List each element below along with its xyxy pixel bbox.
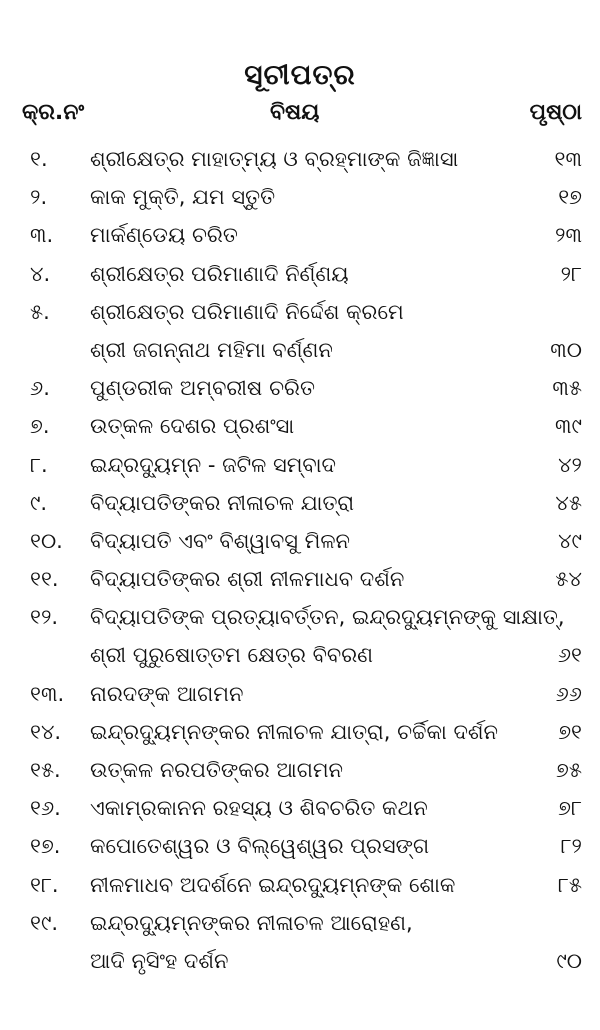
toc-entry-line	[22, 713, 582, 751]
entry-page-number: ୬୧	[557, 643, 582, 668]
toc-entry	[22, 293, 582, 369]
entry-page-number: ୭୫	[556, 758, 582, 782]
entry-title: ଶ୍ରୀ ପୁରୁଷୋତ୍ତମ କ୍ଷେତ୍ର ବିବରଣ	[90, 643, 374, 668]
entry-number: ୩.	[30, 223, 54, 248]
toc-entry-line	[22, 942, 582, 980]
header-page: ପୃଷ୍ଠା	[529, 100, 582, 125]
entry-title: ଏକାମ୍ରକାନନ ରହସ୍ୟ ଓ ଶିବଚରିତ କଥନ	[90, 796, 428, 821]
entry-title: ଶ୍ରୀ ଜଗନ୍ନାଥ ମହିମା ବର୍ଣ୍ଣନ	[90, 337, 333, 362]
toc-entry	[22, 178, 582, 216]
entry-title: ନାରଦଙ୍କ ଆଗମନ	[90, 681, 244, 706]
entry-page-number: ୧୭	[558, 185, 582, 210]
header-number: କ୍ର.ନଂ	[22, 100, 85, 125]
entry-number: ୧୨.	[30, 605, 59, 630]
toc-entry-line	[22, 216, 582, 254]
entry-title: କପୋତେଶ୍ୱର ଓ ବିଲ୍ୱେଶ୍ୱର ପ୍ରସଙ୍ଗ	[90, 834, 430, 859]
toc-entry	[22, 866, 582, 904]
toc-entry	[22, 904, 582, 980]
toc-entry	[22, 789, 582, 827]
entry-number: ୪.	[30, 261, 51, 286]
toc-entry-line	[22, 560, 582, 598]
entry-title: ଉତ୍କଳ ଦେଶର ପ୍ରଶଂସା	[90, 414, 295, 439]
toc-entry-line	[22, 484, 582, 522]
toc-entry-line	[22, 675, 582, 713]
toc-entry-line	[22, 407, 582, 445]
entry-page-number: ୪୨	[558, 452, 582, 477]
toc-entry	[22, 140, 582, 178]
entry-number: ୧୩.	[30, 681, 65, 706]
entry-number: ୨.	[30, 185, 48, 210]
entry-title: ଇନ୍ଦ୍ରଦ୍ୟୁମ୍ନଙ୍କର ନୀଳାଚଳ ଯାତ୍ରା, ଚର୍ଚ୍ଚିକା ଦର୍ଶନ	[90, 719, 498, 744]
entry-title: ମାର୍କଣ୍ଡେୟ ଚରିତ	[90, 223, 238, 248]
entry-title: ବିଦ୍ୟାପତିଙ୍କର ଶ୍ରୀ ନୀଳମାଧବ ଦର୍ଶନ	[90, 567, 405, 592]
toc-entry	[22, 407, 582, 445]
entry-title: ଆଦି ନୃସିଂହ ଦର୍ଶନ	[90, 948, 229, 973]
entry-page-number: ୩୫	[552, 376, 582, 401]
entry-page-number: ୮୨	[560, 834, 582, 859]
toc-entry-line	[22, 751, 582, 789]
entry-title: ଶ୍ରୀକ୍ଷେତ୍ର ପରିମାଣାଦି ନିର୍ଣ୍ଣୟ	[90, 261, 349, 286]
toc-entry-line	[22, 178, 582, 216]
entry-number: ୧.	[30, 147, 48, 171]
entry-page-number: ୪୫	[555, 490, 582, 515]
entry-number: ୭.	[30, 414, 50, 439]
entry-page-number: ୩୯	[555, 414, 582, 439]
toc-entry	[22, 369, 582, 407]
entry-page-number: ୨୮	[560, 261, 582, 286]
toc-entry	[22, 255, 582, 293]
entry-page-number: ୧୩	[554, 147, 582, 171]
toc-entry	[22, 751, 582, 789]
entry-page-number: ୪୯	[558, 528, 582, 553]
entry-title: ନୀଳମାଧବ ଅଦର୍ଶନେ ଇନ୍ଦ୍ରଦ୍ୟୁମ୍ନଙ୍କ ଶୋକ	[90, 872, 456, 897]
toc-entry-line	[22, 866, 582, 904]
entry-number: ୧୦.	[30, 528, 63, 553]
entry-number: ୮.	[30, 452, 48, 477]
toc-entry	[22, 484, 582, 522]
entry-title: ଇନ୍ଦ୍ରଦ୍ୟୁମ୍ନ - ଜଟିଳ ସମ୍ବାଦ	[90, 452, 336, 477]
page-title: ସୂଚୀପତ୍ର	[244, 58, 356, 91]
entry-page-number: ୭୧	[558, 719, 582, 744]
entry-number: ୬.	[30, 376, 50, 401]
entry-number: ୧୫.	[30, 758, 61, 782]
entry-page-number: ୮୫	[557, 872, 582, 897]
toc-entry	[22, 216, 582, 254]
toc-entry-line	[22, 140, 582, 178]
entry-title: ଇନ୍ଦ୍ରଦ୍ୟୁମ୍ନଙ୍କର ନୀଳାଚଳ ଆରୋହଣ,	[90, 910, 413, 935]
toc-entry-line	[22, 446, 582, 484]
toc-header	[22, 100, 582, 134]
entry-title: ଶ୍ରୀକ୍ଷେତ୍ର ମାହାତ୍ମ୍ୟ ଓ ବ୍ରହ୍ମାଙ୍କ ଜିଜ୍ଞାସା	[90, 147, 459, 171]
entry-page-number: ୫୪	[555, 567, 582, 592]
toc-entry-line	[22, 293, 582, 331]
entry-title: ବିଦ୍ୟାପତିଙ୍କର ନୀଳାଚଳ ଯାତ୍ରା	[90, 490, 355, 515]
toc-entry	[22, 446, 582, 484]
entry-page-number: ୭୮	[558, 796, 582, 821]
entry-number: ୧୬.	[30, 796, 61, 821]
toc-entry	[22, 713, 582, 751]
entry-page-number: ୬୬	[555, 681, 582, 706]
toc-entry-line	[22, 904, 582, 942]
toc-entry-line	[22, 255, 582, 293]
toc-entry-line	[22, 369, 582, 407]
entry-title: ଶ୍ରୀକ୍ଷେତ୍ର ପରିମାଣାଦି ନିର୍ଦ୍ଦେଶ କ୍ରମେ	[90, 299, 404, 324]
entry-title: ବିଦ୍ୟାପତି ଏବଂ ବିଶ୍ୱାବସୁ ମିଳନ	[90, 528, 351, 553]
entry-number: ୧୯.	[30, 910, 59, 935]
toc-entry-line	[22, 522, 582, 560]
toc-entry-line	[22, 789, 582, 827]
entry-page-number: ୨୩	[555, 223, 582, 248]
toc-entry	[22, 598, 582, 674]
entry-number: ୯.	[30, 490, 48, 515]
entry-title: ଉତ୍କଳ ନରପତିଙ୍କର ଆଗମନ	[90, 758, 344, 782]
toc-entry	[22, 675, 582, 713]
entry-number: ୧୭.	[30, 834, 61, 859]
entry-title: କାକ ମୁକ୍ତି, ଯମ ସ୍ତୁତି	[90, 185, 276, 210]
toc-entry	[22, 560, 582, 598]
toc-list	[22, 140, 582, 980]
toc-entry-line	[22, 827, 582, 865]
header-subject: ବିଷୟ	[270, 100, 320, 125]
entry-number: ୧୪.	[30, 719, 62, 744]
entry-page-number: ୯୦	[556, 948, 582, 973]
entry-title: ପୁଣ୍ଡରୀକ ଅମ୍ବରୀଷ ଚରିତ	[90, 376, 315, 401]
entry-number: ୧୮.	[30, 872, 59, 897]
toc-entry-line	[22, 636, 582, 674]
toc-entry-line	[22, 331, 582, 369]
entry-page-number: ୩୦	[550, 337, 582, 362]
toc-entry	[22, 827, 582, 865]
toc-entry	[22, 522, 582, 560]
entry-number: ୧୧.	[30, 567, 59, 592]
entry-number: ୫.	[30, 299, 50, 324]
entry-title: ବିଦ୍ୟାପତିଙ୍କ ପ୍ରତ୍ୟାବର୍ତ୍ତନ, ଇନ୍ଦ୍ରଦ୍ୟୁମ୍ନଙ୍କୁ ସାକ୍ଷାତ୍,	[90, 605, 565, 630]
toc-entry-line	[22, 598, 582, 636]
